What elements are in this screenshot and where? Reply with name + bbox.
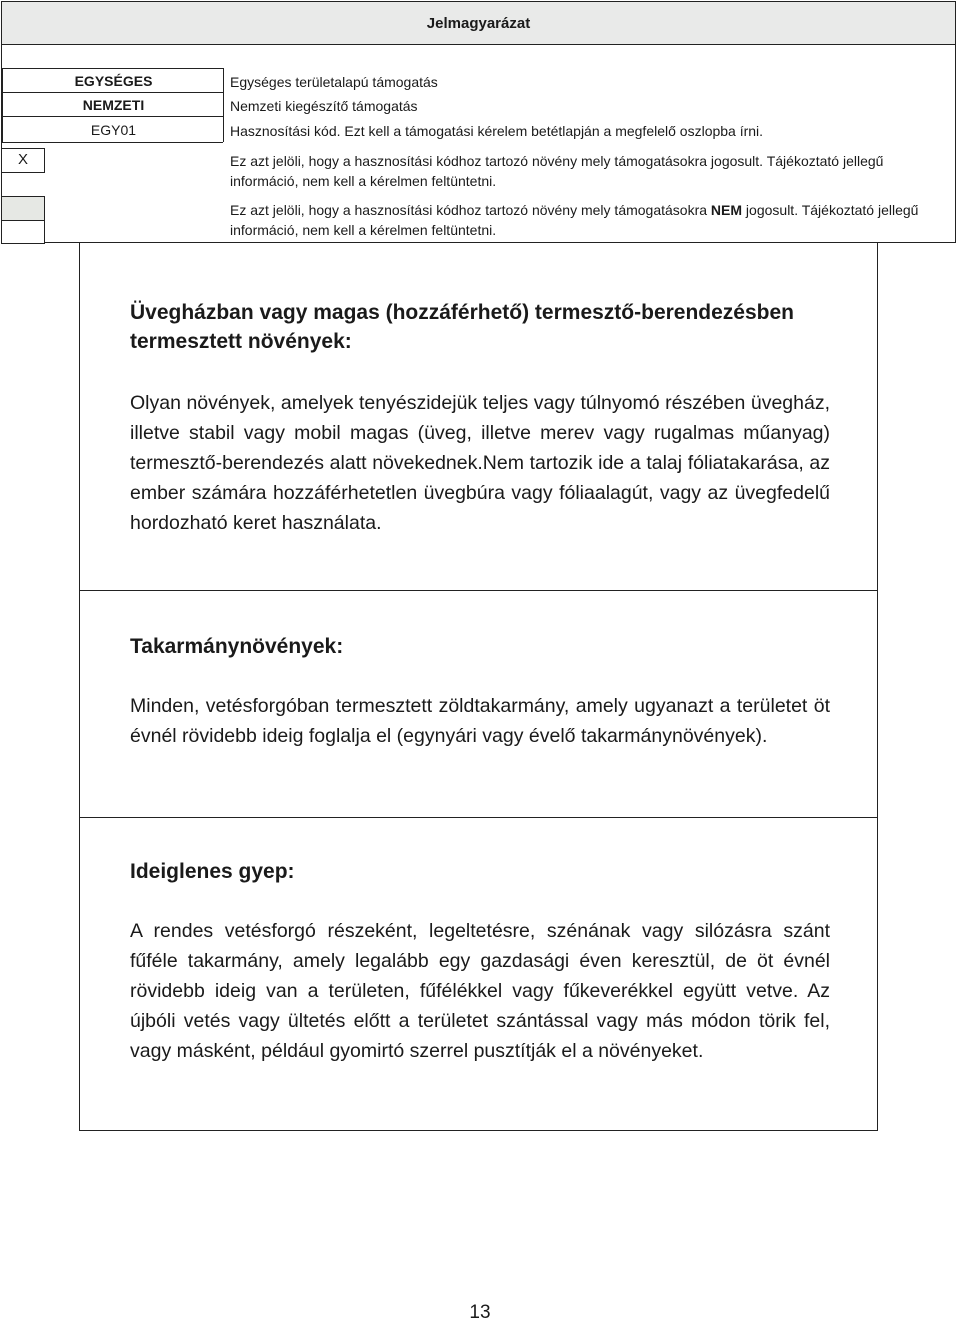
legend-divider — [2, 92, 223, 93]
legend-desc-box — [230, 200, 950, 240]
shaded-marker-box — [1, 196, 45, 221]
section-body-temporary-grass: A rendes vetésforgó részeként, legeltetésre, szénának vagy silózásra szánt fűféle takarmány, amely legalább egy gazdasági éven keresztül, de öt évnél rövidebb ideig van a területen, fűfélékkel vagy fűkeverékkel együtt vetve. Az újbóli vetés vagy ültetés előtt a területet szántással vagy más módon törik fel, vagy másként, például gyomirtó szerrel pusztítják el a növényeket. — [130, 920, 830, 1062]
section-title-temporary-grass: Ideiglenes gyep: — [130, 860, 295, 883]
page-number: 13 — [469, 1302, 491, 1323]
empty-marker-box — [1, 220, 45, 244]
legend-title: Jelmagyarázat — [2, 2, 955, 45]
legend-key-code: EGY01 — [90, 122, 137, 138]
legend-desc-x: Ez azt jelöli, hogy a hasznosítási kódhoz tartozó növény mely támogatásokra jogosult. Tájékoztató jellegű információ, nem kell a kérelmen feltüntetni. — [230, 153, 884, 189]
section-divider — [80, 817, 877, 818]
legend-divider — [2, 142, 223, 143]
legend-key-nemzeti: NEMZETI — [82, 97, 145, 113]
legend-key-egyseges: EGYSÉGES — [74, 73, 153, 89]
section-title-fodder: Takarmánynövények: — [130, 635, 344, 658]
legend-desc-box-bold: NEM — [710, 202, 743, 218]
section-divider — [80, 590, 877, 591]
definitions-box — [79, 242, 878, 1131]
section-title-greenhouse: Üvegházban vagy magas (hozzáférhető) termesztő-berendezésben termesztett növények: — [130, 301, 795, 353]
legend-desc-box-part1: Ez azt jelöli, hogy a hasznosítási kódhoz tartozó növény mely támogatásokra — [230, 202, 711, 218]
legend-table — [1, 1, 956, 243]
legend-desc-box-part2: jogosult. Tájékoztató jellegű információ, nem kell a kérelmen feltüntetni. — [230, 202, 919, 238]
x-marker: X — [18, 151, 29, 168]
legend-desc-egyseges: Egységes területalapú támogatás — [230, 74, 438, 90]
section-body-fodder: Minden, vetésforgóban termesztett zöldtakarmány, amely ugyanazt a területet öt évnél rövidebb ideig foglalja el (egynyári vagy évelő takarmánynövények). — [130, 695, 830, 747]
x-marker-box — [1, 148, 45, 173]
legend-desc-code: Hasznosítási kód. Ezt kell a támogatási kérelem betétlapján a megfelelő oszlopba írni. — [230, 123, 764, 139]
section-body-greenhouse: Olyan növények, amelyek tenyészidejük teljes vagy túlnyomó részében üvegház, illetve stabil vagy mobil magas (üveg, illetve merev vagy rugalmas műanyag) termesztő-berendezés alatt növekednek.Nem tartozik ide a talaj fóliatakarása, az ember számára hozzáférhetetlen üvegbúra vagy fóliaalagút, vagy az üvegfedelű hordozható keret használata. — [130, 392, 830, 534]
legend-desc-nemzeti: Nemzeti kiegészítő támogatás — [230, 98, 418, 114]
legend-divider — [2, 68, 223, 69]
legend-divider — [2, 116, 223, 117]
